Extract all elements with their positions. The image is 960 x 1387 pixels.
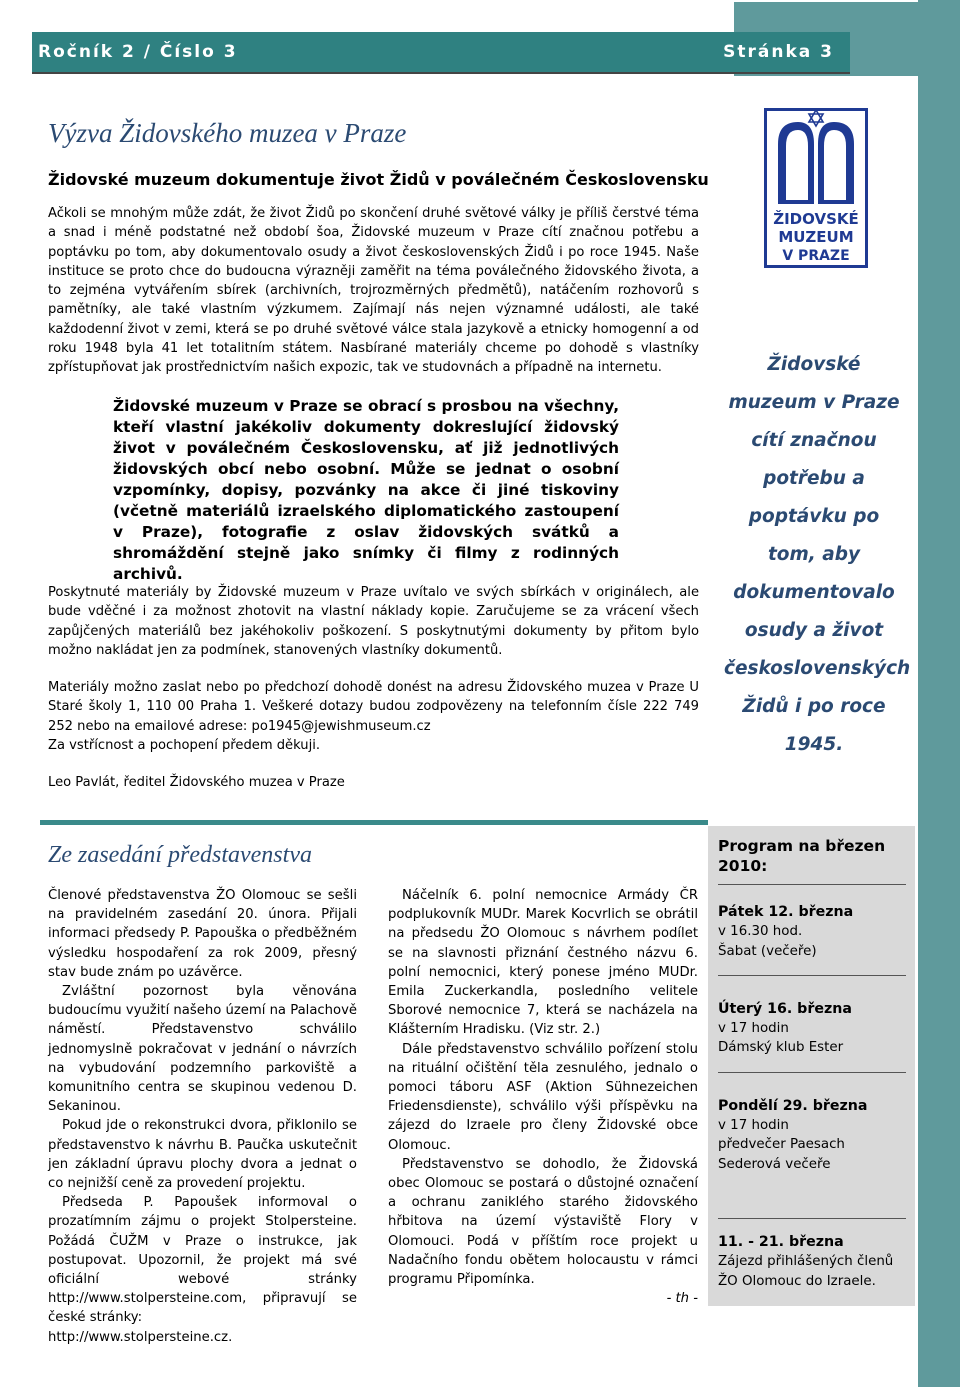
program-event: [718, 1233, 906, 1291]
column-right: [388, 886, 698, 1308]
program-event: [718, 1097, 906, 1174]
event-title: Dámský klub Ester: [718, 1040, 844, 1056]
program-event: [718, 1000, 906, 1058]
logo-text-3: V PRAZE: [782, 248, 850, 264]
logo-text-1: ŽIDOVSKÉ: [773, 210, 859, 228]
event-time: v 17 hodin: [718, 1021, 789, 1037]
event-date: Pondělí 29. března: [718, 1097, 868, 1114]
page-number: Stránka 3: [723, 42, 834, 62]
appeal-paragraph: Židovské muzeum v Praze se obrací s prosbou na všechny, kteří vlastní jakékoliv dokumenty dokreslující židovský život v poválečném Československu, ať již jednotlivých židovských obcí nebo osobní. Může se jednat o osobní vzpomínky, dopisy, pozvánky na akce či jiné tiskoviny (včetně materiálů izraelského diplomatického zastoupení v Praze), fotografie z oslav židovských svátků a shromáždění stejně jako snímky či filmy z rodinných archivů.: [113, 397, 619, 583]
page-header: [32, 32, 850, 72]
col1-paragraph-3: Pokud jde o rekonstrukci dvora, přiklonilo se představenstvo k návrhu B. Paučka uskutečnit jen základní úpravu plochy dvora a jednat o co nejnižší ceně za provedení projektu.: [48, 1118, 357, 1192]
logo-text-2: MUZEUM: [778, 228, 854, 246]
col1-paragraph-4: Předseda P. Papoušek informoval o prozatímním zájmu o projekt Stolpersteine. Požádá ČUŽM v Praze o instrukce, jak postupovat. Upozornil, že projekt má své oficiální webové stránky http://www.stolpersteine.com, připravují se české stránky:: [48, 1195, 357, 1326]
event-subtitle: ŽO Olomouc do Izraele.: [718, 1273, 876, 1289]
program-rule: [718, 975, 906, 976]
author-initials: - th -: [666, 1291, 698, 1307]
col2-paragraph-2: Dále představenstvo schválilo pořízení stolu na rituální očištění těla zesnulého, jednalo o pomoci táboru ASF (Aktion Sühnezeichen Friedensdienste), schválilo výši příspěvku na zájezd do Izraele pro členy Židovské obce Olomouc.: [388, 1041, 698, 1153]
col2-paragraph-3: Představenstvo se dohodlo, že Židovská obec Olomouc se postará o důstojné označení a ochranu zaniklého starého židovského hřbitova na území výstaviště Flory v Olomouci. Podá v příštím roce projekt u Nadačního fondu obětem holocaustu v rámci programu Připomínka.: [388, 1156, 698, 1288]
event-subtitle: Sederová večeře: [718, 1156, 831, 1172]
event-title: předvečer Paesach: [718, 1137, 845, 1153]
appeal-block: [113, 396, 619, 585]
intro-paragraph: Ačkoli se mnohým může zdát, že život Židů po skončení druhé světové války je příliš čerstvé téma a snad i méně podstatné než období šoa, Židovské muzeum v Praze cítí značnou potřebu a poptávku po tom, aby dokumentovalo osudy a život československých Židů i po roce 1945. Naše instituce se proto chce do budoucna výrazněji zaměřit na téma poválečného židovského života, a to zejména vytvářením sbírek (archivních, trojrozměrných předmětů), natáčením rozhovorů s pamětníky, ale také vlastním výzkumem. Zajímají nás nejen významné události, ale také každodenní život v zemi, která se po druhé světové válce stala jazykově a etnicky homogenní a od roku 1948 byla 41 let totalitním státem. Nasbírané materiály chceme po dohodě s vlastníky zpřístupňovat jak prostřednictvím našich expozic, tak ve studovnách a případně na internetu.: [48, 206, 699, 376]
jewish-museum-logo: [764, 108, 868, 268]
col1-paragraph-1: Členové představenstva ŽO Olomouc se sešli na pravidelném zasedání 20. února. Přijali informaci předsedy P. Papouška o předběžném výsledku hospodaření za rok 2009, přesný stav bude znám po uzávěrce.: [48, 888, 357, 980]
event-date: Pátek 12. března: [718, 904, 854, 920]
issue-label: Ročník 2 / Číslo 3: [38, 42, 238, 62]
event-time: v 16.30 hod.: [718, 924, 803, 940]
program-rule: [718, 884, 906, 885]
section-rule: [40, 820, 708, 825]
event-time: v 17 hodin: [718, 1118, 789, 1134]
col1-paragraph-2: Zvláštní pozornost byla věnována budoucímu využití našeho území na Palachově náměstí. Představenstvo schválilo jednomyslně pokračovat v jednání o návrzích na vybudování podzemního parkoviště a komunitního centra se skupinou vedenou D. Sekaninou.: [48, 984, 357, 1115]
event-title: Šabat (večeře): [718, 943, 817, 959]
header-rule: [32, 72, 850, 74]
column-left: [48, 886, 357, 1347]
program-heading: Program na březen 2010:: [718, 837, 886, 875]
program-rule: [718, 1218, 906, 1219]
article-title: Výzva Židovského muzea v Praze: [48, 118, 407, 148]
event-title: Zájezd přihlášených členů: [718, 1254, 894, 1270]
program-event: [718, 903, 906, 961]
decorative-teal-bar: [918, 0, 960, 1387]
article-body-3: [48, 678, 699, 755]
signature: Leo Pavlát, ředitel Židovského muzea v Praze: [48, 775, 345, 790]
article-body-2: [48, 583, 699, 660]
contact-paragraph: Materiály možno zaslat nebo po předchozí dohodě donést na adresu Židovského muzea v Praze U Staré školy 1, 110 00 Praha 1. Veškeré dotazy budou zodpovězeny na telefonním čísle 222 749 252 nebo na emailové adrese: po1945@jewishmuseum.cz: [48, 680, 699, 734]
materials-paragraph: Poskytnuté materiály by Židovské muzeum v Praze uvítalo ve svých sbírkách v originálech, ale bude vděčné i za možnost zhotovit na vlastní náklady kopie. Zaručujeme se za vrácení všech zapůjčených materiálů bez jakéhokoliv poškození. S poskytnutými dokumenty by přitom bylo možno nakládat jen za podmínek, stanovených vlastníky dokumentů.: [48, 585, 699, 658]
article-body: [48, 204, 699, 378]
thanks-line: Za vstřícnost a pochopení předem děkuji.: [48, 737, 321, 753]
event-date: Úterý 16. března: [718, 1000, 852, 1017]
col2-paragraph-1: Náčelník 6. polní nemocnice Armády ČR podplukovník MUDr. Marek Kocvrlich se obrátil na předsedu ŽO Olomouc s návrhem podílet se na slavnosti přiznání čestného názvu 6. polní nemocnici, který ponese jméno MUDr. Emila Zuckerkandla, posledního velitele Sborové nemocnice 7, která se nacházela na Klášterním Hradisku. (Viz str. 2.): [388, 888, 698, 1038]
pull-quote: Židovské muzeum v Praze cítí značnou potřebu a poptávku po tom, aby dokumentovalo osudy a život československých Židů i po roce 1945.: [724, 354, 911, 755]
section-title: Ze zasedání představenstva: [48, 842, 312, 868]
article-subtitle: Židovské muzeum dokumentuje život Židů v poválečném Československu: [48, 170, 709, 189]
program-box: [708, 826, 915, 1306]
col1-link: http://www.stolpersteine.cz.: [48, 1329, 233, 1345]
program-rule: [718, 1072, 906, 1073]
event-date: 11. - 21. března: [718, 1233, 844, 1250]
